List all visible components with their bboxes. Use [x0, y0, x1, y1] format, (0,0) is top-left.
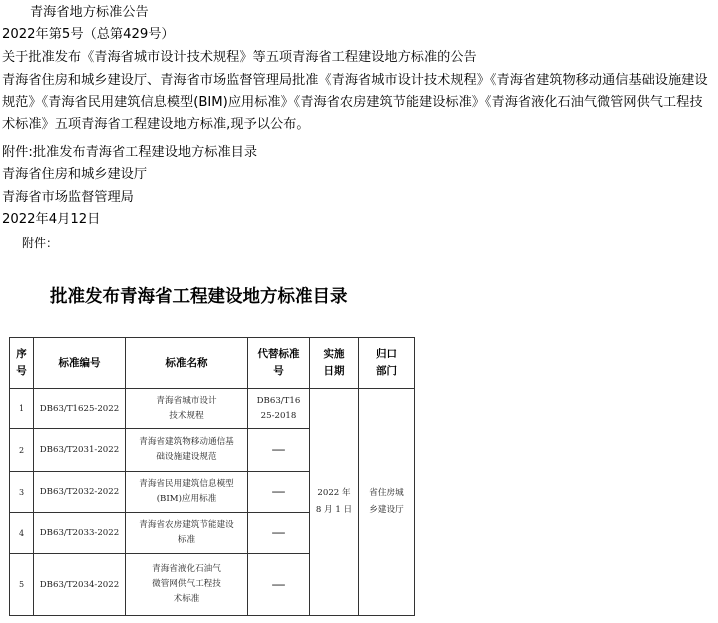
effective-date: 2022 年 8 月 1 日: [310, 389, 359, 616]
row-no: 2: [10, 429, 34, 472]
row-no: 3: [10, 472, 34, 513]
notice-body: 青海省住房和城乡建设厅、青海省市场监督管理局批准《青海省城市设计技术规程》《青海省建筑物移动通信基础设施建设规范》《青海省民用建筑信息模型(BIM)应用标准》《青海省农房建筑节能建设标准》《青海省液化石油气微管网供气工程技术标准》五项青海省工程建设地方标准,现予以公布。: [2, 73, 708, 132]
department: 省住房城乡建设厅: [359, 389, 415, 616]
header-effective: 实施日期: [310, 338, 359, 389]
row-code: DB63/T1625-2022: [34, 389, 126, 429]
issue-date: 2022年4月12日: [2, 212, 101, 227]
standards-table: [9, 337, 415, 616]
table-row: [10, 389, 415, 429]
row-no: 5: [10, 554, 34, 616]
row-replaced: —: [248, 513, 310, 554]
issuer-market-bureau: 青海省市场监督管理局: [2, 190, 134, 205]
header-code: 标准编号: [34, 338, 126, 389]
row-no: 1: [10, 389, 34, 429]
catalog-title: 批准发布青海省工程建设地方标准目录: [50, 287, 348, 307]
row-replaced: —: [248, 472, 310, 513]
row-name: 青海省城市设计技术规程: [126, 389, 248, 429]
row-replaced: —: [248, 429, 310, 472]
table-header-row: [10, 338, 415, 389]
bulletin-title: 青海省地方标准公告: [30, 5, 149, 20]
attachment-label: 附件：: [22, 236, 59, 250]
row-name: 青海省建筑物移动通信基础设施建设规范: [126, 429, 248, 472]
row-code: DB63/T2031-2022: [34, 429, 126, 472]
notice-subject: 关于批准发布《青海省城市设计技术规程》等五项青海省工程建设地方标准的公告: [2, 50, 477, 65]
header-no: 序号: [10, 338, 34, 389]
issue-number: 2022年第5号（总第429号）: [2, 27, 175, 42]
header-name: 标准名称: [126, 338, 248, 389]
header-replaced: 代替标准号: [248, 338, 310, 389]
row-name: 青海省液化石油气微管网供气工程技术标准: [126, 554, 248, 616]
row-name: 青海省农房建筑节能建设标准: [126, 513, 248, 554]
row-replaced: DB63/T1625-2018: [248, 389, 310, 429]
row-no: 4: [10, 513, 34, 554]
row-replaced: —: [248, 554, 310, 616]
row-name: 青海省民用建筑信息模型(BIM)应用标准: [126, 472, 248, 513]
header-dept: 归口部门: [359, 338, 415, 389]
row-code: DB63/T2032-2022: [34, 472, 126, 513]
row-code: DB63/T2033-2022: [34, 513, 126, 554]
attachment-note: 附件:批准发布青海省工程建设地方标准目录: [2, 145, 258, 160]
row-code: DB63/T2034-2022: [34, 554, 126, 616]
issuer-housing-dept: 青海省住房和城乡建设厅: [2, 167, 148, 182]
